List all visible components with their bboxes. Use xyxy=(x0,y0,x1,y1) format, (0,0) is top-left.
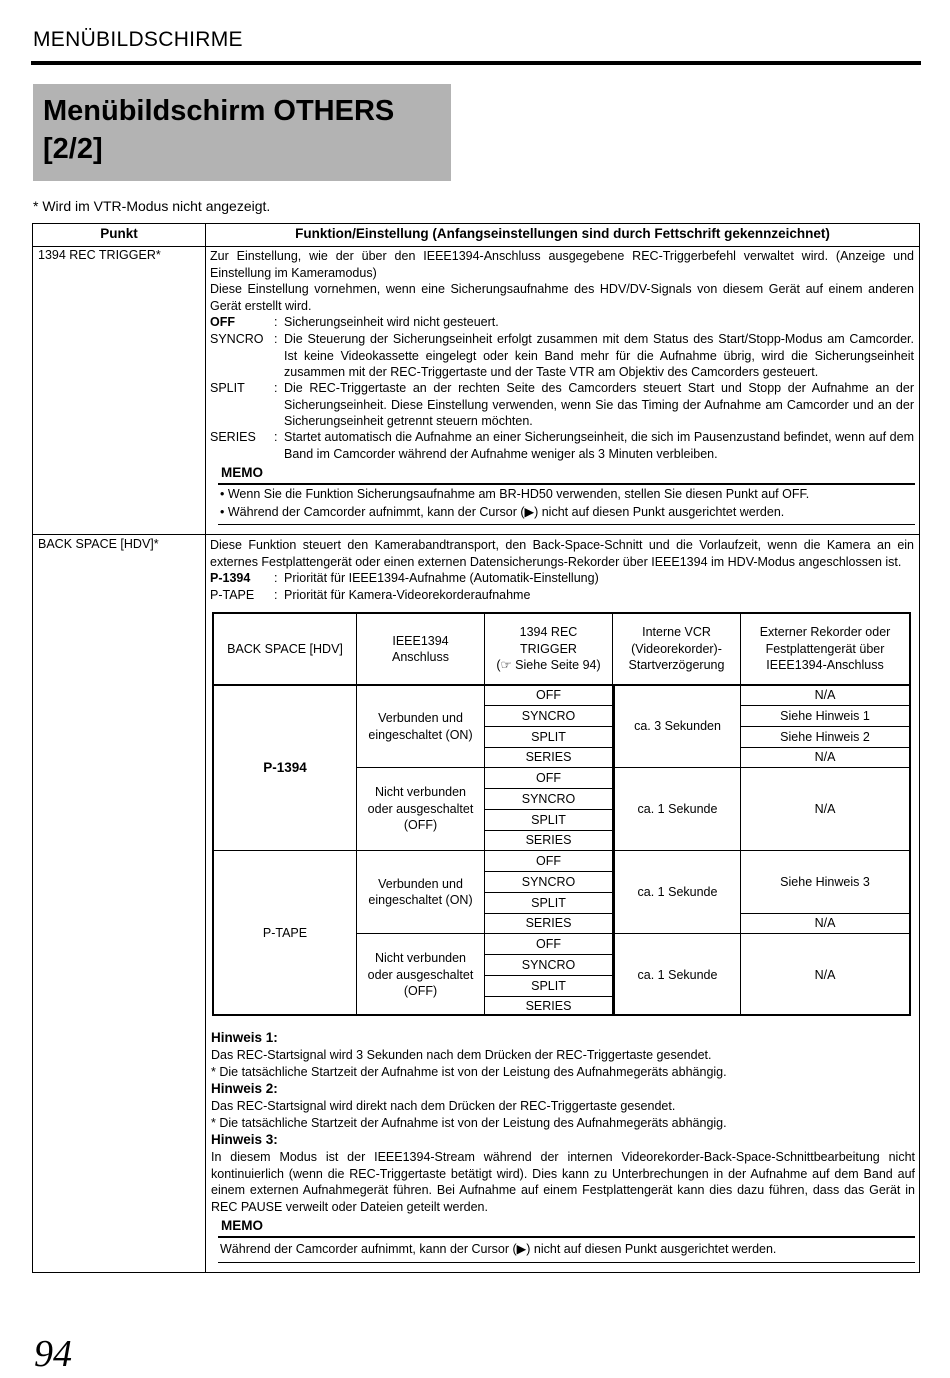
matrix-header-external: Externer Rekorder oder Festplattengerät über IEEE1394-Anschluss xyxy=(740,614,909,684)
matrix-header-trigger-a: 1394 REC xyxy=(519,625,578,640)
option-colon: : xyxy=(274,588,278,602)
matrix-trigger-cell: OFF xyxy=(484,767,612,788)
matrix-trigger-cell: SERIES xyxy=(484,996,612,1016)
option-value: Priorität für IEEE1394-Aufnahme (Automatik-Einstellung) xyxy=(284,571,599,585)
matrix-header-trigger-c: (☞ Siehe Seite 94) xyxy=(496,658,601,673)
matrix-external-cell: N/A xyxy=(740,684,909,705)
hint-2-title: Hinweis 2: xyxy=(211,1081,278,1096)
option-value: Die Steuerung der Sicherungseinheit erfolgt zusammen mit dem Status des Start/Stopp-Modus am Camcorder. Ist keine Videokassette eingelegt oder kein Band mehr für die Aufnahme übrig, wird die Sicherungseinheit zusammen mit der REC-Triggertaste und der Taste VTR am Objektiv des Camcorders gesteuert. xyxy=(284,332,914,380)
title-box xyxy=(33,84,451,181)
matrix-trigger-cell: SPLIT xyxy=(484,809,612,830)
option-key: SPLIT xyxy=(210,381,245,395)
matrix-trigger-cell: OFF xyxy=(484,684,612,705)
option-colon: : xyxy=(274,430,278,444)
option-value: Die REC-Triggertaste an der rechten Seite des Camcorders steuert Start und Stopp der Aufnahme an der Sicherungseinheit. Diese Einstellung verwenden, wenn Sie das Timing der Aufnahme am Camcorder und an der Sicherungseinheit getrennt steuern möchten. xyxy=(284,381,914,429)
section-header: MENÜBILDSCHIRME xyxy=(33,28,243,51)
option-colon: : xyxy=(274,315,278,329)
matrix-trigger-cell: SYNCRO xyxy=(484,788,612,809)
matrix-external-cell: N/A xyxy=(740,933,909,1016)
matrix-external-cell: Siehe Hinweis 1 xyxy=(740,705,909,726)
memo-rule xyxy=(218,1236,915,1238)
hint-3-title: Hinweis 3: xyxy=(211,1132,278,1147)
rec-trigger-desc-2: Diese Einstellung vornehmen, wenn eine Sicherungsaufnahme des HDV/DV-Signals von diesem Gerät auf einem anderen Gerät erstellt wird. xyxy=(210,282,914,313)
option-key: SYNCRO xyxy=(210,332,264,346)
matrix-conn-off: Nicht verbunden oder ausgeschaltet (OFF) xyxy=(356,933,484,1016)
matrix-external-cell: N/A xyxy=(740,747,909,767)
option-key: SERIES xyxy=(210,430,256,444)
hint-1-title: Hinweis 1: xyxy=(211,1030,278,1045)
memo-title: MEMO xyxy=(221,1218,263,1233)
hint-2-note: * Die tatsächliche Startzeit der Aufnahme ist von der Leistung des Aufnahmegeräts abhängig. xyxy=(211,1116,727,1130)
option-colon: : xyxy=(274,381,278,395)
option-colon: : xyxy=(274,332,278,346)
option-key: P-TAPE xyxy=(210,588,255,602)
memo-item: Während der Camcorder aufnimmt, kann der Cursor (▶) nicht auf diesen Punkt ausgerichtet werden. xyxy=(220,1242,777,1256)
hint-2-text: Das REC-Startsignal wird direkt nach dem Drücken der REC-Triggertaste gesendet. xyxy=(211,1099,676,1113)
matrix-delay-cell: ca. 1 Sekunde xyxy=(612,850,740,933)
rec-trigger-desc-1: Zur Einstellung, wie der über den IEEE1394-Anschluss ausgegebene REC-Triggerbefehl verwaltet wird. (Anzeige und Einstellung im Kameramodus) xyxy=(210,249,914,280)
hint-1-note: * Die tatsächliche Startzeit der Aufnahme ist von der Leistung des Aufnahmegeräts abhängig. xyxy=(211,1065,727,1079)
memo-rule xyxy=(218,483,915,485)
matrix-delay-cell: ca. 3 Sekunden xyxy=(612,684,740,767)
matrix-trigger-cell: OFF xyxy=(484,850,612,871)
matrix-mode-p1394: P-1394 xyxy=(214,684,356,850)
matrix-mode-ptape: P-TAPE xyxy=(214,850,356,1016)
matrix-header-trigger xyxy=(484,614,612,684)
matrix-header-connection: IEEE1394 Anschluss xyxy=(356,614,484,684)
matrix-trigger-cell: SERIES xyxy=(484,747,612,767)
row-divider xyxy=(33,534,919,535)
back-space-desc: Diese Funktion steuert den Kamerabandtransport, den Back-Space-Schnitt und die Vorlaufzeit, wenn die Kamera an ein externes Festplattengerät oder einen externen Datensicherungs-Rekorder über IEEE1394 im HDV-Modus angeschlossen ist. xyxy=(210,538,914,569)
back-space-matrix xyxy=(212,612,911,1016)
vtr-note: * Wird im VTR-Modus nicht angezeigt. xyxy=(33,198,271,214)
table-header xyxy=(33,224,919,247)
memo-title: MEMO xyxy=(221,465,263,480)
matrix-delay-cell: ca. 1 Sekunde xyxy=(612,767,740,850)
matrix-conn-off: Nicht verbunden oder ausgeschaltet (OFF) xyxy=(356,767,484,850)
matrix-trigger-cell: OFF xyxy=(484,933,612,954)
memo-item: • Während der Camcorder aufnimmt, kann der Cursor (▶) nicht auf diesen Punkt ausgerichtet werden. xyxy=(220,505,785,519)
item-label-rec-trigger: 1394 REC TRIGGER* xyxy=(38,248,161,262)
matrix-delay-cell: ca. 1 Sekunde xyxy=(612,933,740,1016)
option-value: Startet automatisch die Aufnahme an einer Sicherungseinheit, die sich im Pausenzustand befindet, wenn auf dem Band im Camcorder während der Aufnahme weniger als 3 Minuten verbleiben. xyxy=(284,430,914,461)
matrix-header-mode: BACK SPACE [HDV] xyxy=(227,641,343,656)
matrix-trigger-cell: SERIES xyxy=(484,830,612,850)
matrix-trigger-cell: SYNCRO xyxy=(484,705,612,726)
matrix-conn-on: Verbunden und eingeschaltet (ON) xyxy=(356,684,484,767)
header-rule xyxy=(31,61,921,65)
matrix-external-cell: N/A xyxy=(740,913,909,933)
matrix-trigger-cell: SERIES xyxy=(484,913,612,933)
matrix-trigger-cell: SPLIT xyxy=(484,726,612,747)
memo-end-rule xyxy=(218,524,915,525)
matrix-trigger-cell: SPLIT xyxy=(484,892,612,913)
matrix-external-cell: Siehe Hinweis 2 xyxy=(740,726,909,747)
hint-3-text: In diesem Modus ist der IEEE1394-Stream während der internen Videorekorder-Back-Space-Schnittbearbeitung nicht kontinuierlich (wenn die REC-Triggertaste betätigt wird). Dies kann zu Unterbrechungen in der Aufnahme auf dem Band auf einem externen Aufnahmegerät führen. Bei Aufnahme auf einem Festplattengerät kann dies dazu führen, dass das Gerät in REC PAUSE verweilt oder Dateien geteilt werden. xyxy=(211,1150,915,1214)
matrix-trigger-cell: SYNCRO xyxy=(484,871,612,892)
memo-item: • Wenn Sie die Funktion Sicherungsaufnahme am BR-HD50 verwenden, stellen Sie diesen Punkt auf OFF. xyxy=(220,487,810,501)
matrix-trigger-cell: SYNCRO xyxy=(484,954,612,975)
settings-table xyxy=(32,223,920,1273)
option-key: OFF xyxy=(210,315,235,329)
option-colon: : xyxy=(274,571,278,585)
column-divider xyxy=(205,224,206,1272)
option-value: Sicherungseinheit wird nicht gesteuert. xyxy=(284,315,499,329)
page-number: 94 xyxy=(34,1333,72,1375)
matrix-trigger-cell: SPLIT xyxy=(484,975,612,996)
option-value: Priorität für Kamera-Videorekorderaufnahme xyxy=(284,588,531,602)
matrix-header-delay: Interne VCR (Videorekorder)-Startverzögerung xyxy=(612,614,740,684)
col-header-function: Funktion/Einstellung (Anfangseinstellungen sind durch Fettschrift gekennzeichnet) xyxy=(295,226,830,241)
page-title: Menübildschirm OTHERS [2/2] xyxy=(43,95,395,165)
matrix-external-cell: N/A xyxy=(740,767,909,850)
item-label-back-space: BACK SPACE [HDV]* xyxy=(38,537,159,551)
hint-1-text: Das REC-Startsignal wird 3 Sekunden nach dem Drücken der REC-Triggertaste gesendet. xyxy=(211,1048,712,1062)
matrix-external-cell: Siehe Hinweis 3 xyxy=(740,850,909,913)
memo-end-rule xyxy=(218,1262,915,1263)
col-header-item: Punkt xyxy=(100,226,138,241)
option-key: P-1394 xyxy=(210,571,251,585)
matrix-header-trigger-b: TRIGGER xyxy=(520,641,577,656)
matrix-conn-on: Verbunden und eingeschaltet (ON) xyxy=(356,850,484,933)
